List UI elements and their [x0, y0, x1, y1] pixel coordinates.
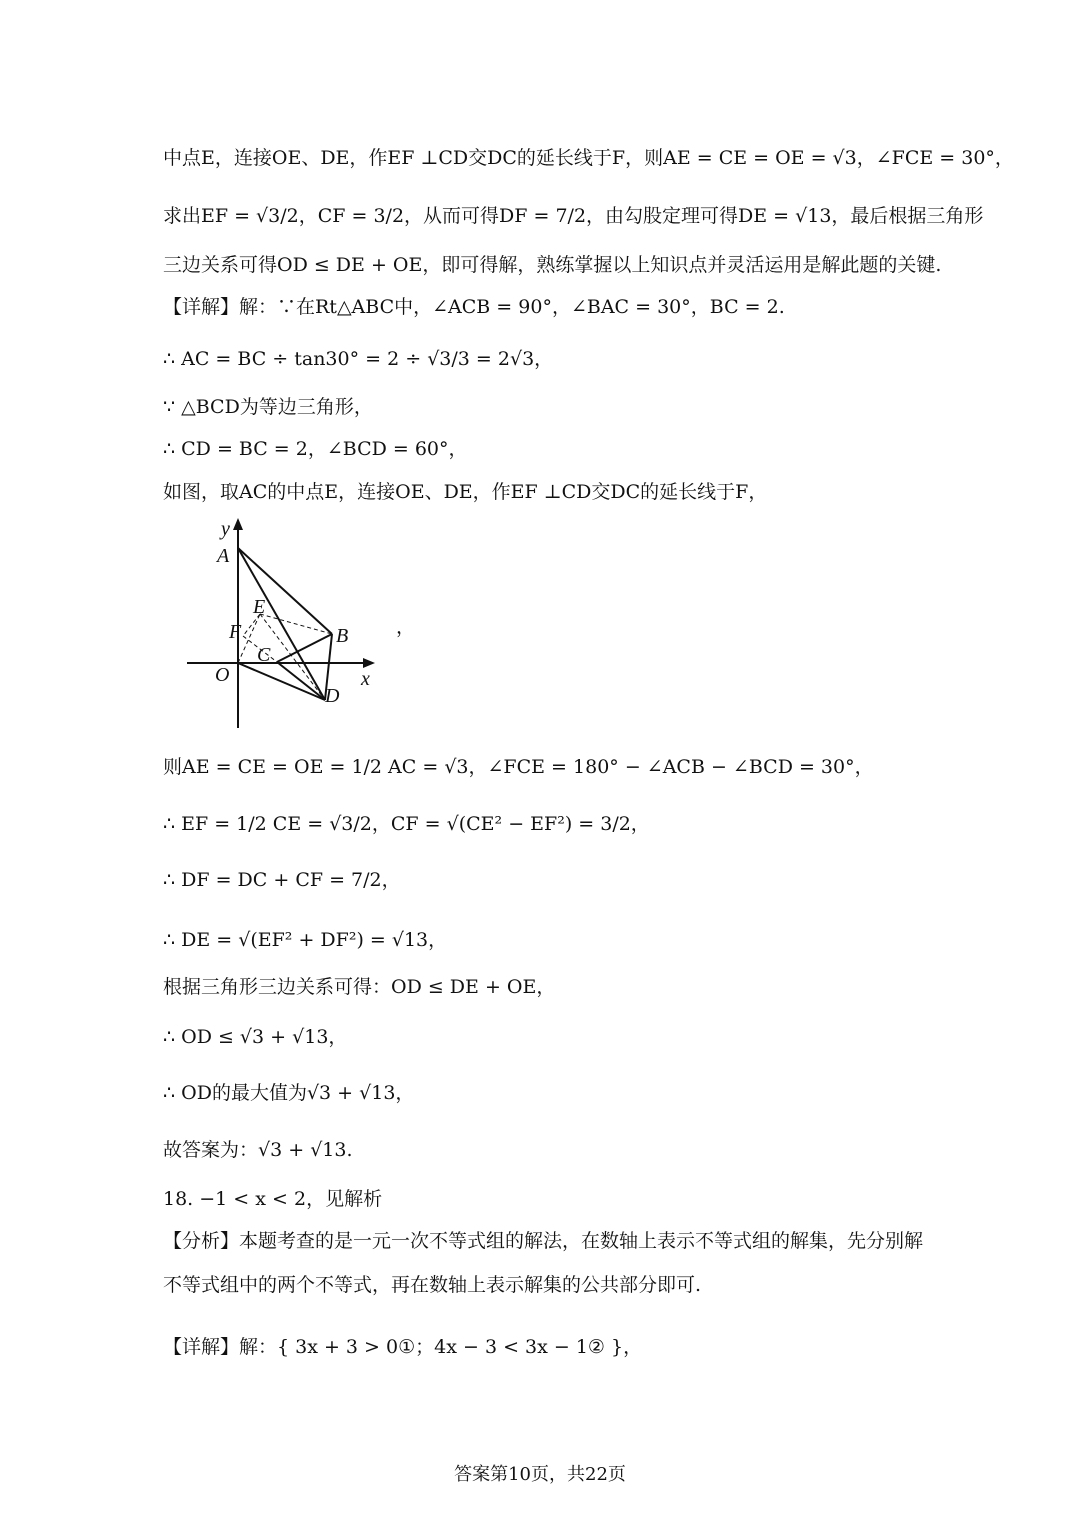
text-line-6: ∵ △BCD为等边三角形，: [163, 396, 373, 418]
text-line-8: 如图，取AC的中点E，连接OE、DE，作EF ⊥CD交DC的延长线于F，: [163, 481, 768, 503]
text-line-11: ∴ DF = DC + CF = 7/2，: [163, 869, 401, 891]
text-line-14: ∴ OD ≤ √3 + √13，: [163, 1026, 348, 1048]
text-line-18: 【分析】本题考查的是一元一次不等式组的解法，在数轴上表示不等式组的解集，先分别解: [163, 1230, 924, 1252]
label-O: O: [215, 664, 230, 686]
y-axis-arrow: [233, 518, 243, 530]
label-D: D: [325, 685, 340, 707]
text-line-1: 中点E，连接OE、DE，作EF ⊥CD交DC的延长线于F，则AE = CE = OE = √3，∠FCE = 30°，: [163, 147, 1014, 169]
label-F: F: [229, 621, 242, 643]
label-x: x: [361, 668, 370, 690]
geometry-figure: [185, 518, 385, 730]
text-line-17: 18. −1 < x < 2，见解析: [163, 1188, 383, 1210]
text-line-3: 三边关系可得OD ≤ DE + OE，即可得解，熟练掌握以上知识点并灵活运用是解此题的关键.: [163, 254, 942, 276]
text-line-9: 则AE = CE = OE = 1/2 AC = √3，∠FCE = 180° − ∠ACB − ∠BCD = 30°，: [163, 756, 874, 778]
x-axis-arrow: [363, 658, 375, 668]
segment-OD: [238, 663, 325, 700]
label-C: C: [257, 644, 271, 666]
page-footer: 答案第10页，共22页: [454, 1464, 626, 1485]
segment-AB: [238, 548, 332, 634]
figure-trailing-comma: ，: [396, 616, 416, 638]
text-line-5: ∴ AC = BC ÷ tan30° = 2 ÷ √3/3 = 2√3，: [163, 348, 554, 370]
text-line-10: ∴ EF = 1/2 CE = √3/2，CF = √(CE² − EF²) = 3/2，: [163, 813, 650, 835]
text-line-13: 根据三角形三边关系可得：OD ≤ DE + OE，: [163, 976, 556, 998]
label-A: A: [217, 545, 230, 567]
text-line-20: 【详解】解：{ 3x + 3 > 0①；4x − 3 < 3x − 1② }，: [163, 1336, 643, 1358]
text-line-19: 不等式组中的两个不等式，再在数轴上表示解集的公共部分即可.: [163, 1274, 702, 1296]
label-E: E: [253, 596, 266, 618]
text-line-4: 【详解】解：∵在Rt△ABC中，∠ACB = 90°，∠BAC = 30°，BC = 2.: [163, 296, 785, 318]
text-line-7: ∴ CD = BC = 2，∠BCD = 60°，: [163, 438, 468, 460]
label-y: y: [221, 518, 230, 540]
segment-CD: [277, 662, 325, 700]
text-line-12: ∴ DE = √(EF² + DF²) = √13，: [163, 929, 448, 951]
segment-AD: [238, 548, 325, 700]
label-B: B: [336, 625, 349, 647]
text-line-15: ∴ OD的最大值为√3 + √13，: [163, 1082, 415, 1104]
text-line-16: 故答案为：√3 + √13.: [163, 1139, 353, 1161]
text-line-2: 求出EF = √3/2，CF = 3/2，从而可得DF = 7/2，由勾股定理可得DE = √13，最后根据三角形: [163, 205, 984, 227]
